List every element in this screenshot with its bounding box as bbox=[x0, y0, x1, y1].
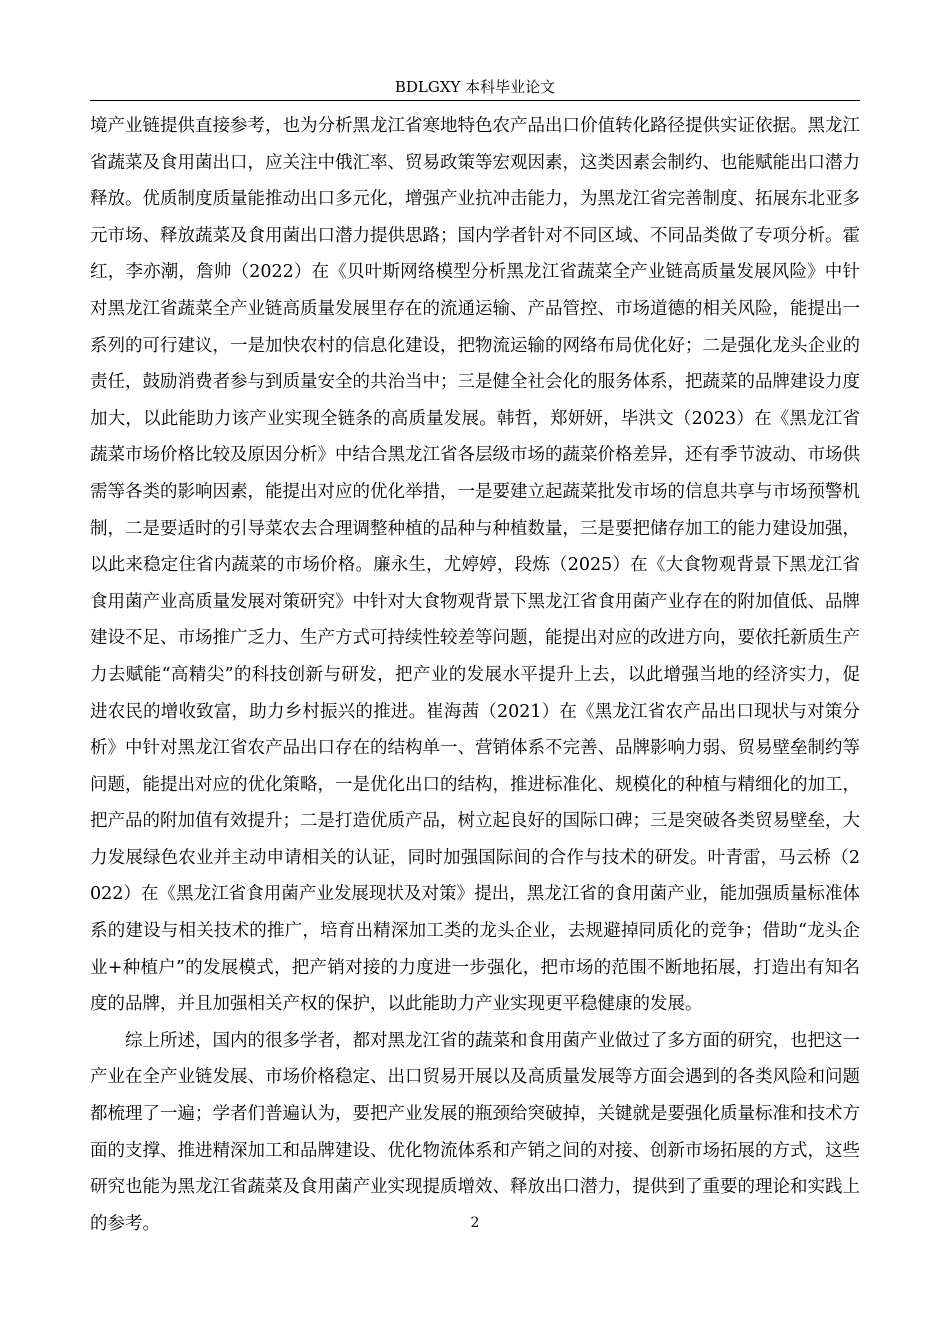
header-rule bbox=[90, 100, 860, 101]
paragraph-summary: 综上所述，国内的很多学者，都对黑龙江省的蔬菜和食用菌产业做过了多方面的研究，也把这一产业在全产业链发展、市场价格稳定、出口贸易开展以及高质量发展等方面会遇到的各类风险和问题都梳理了一遍；学者们普遍认为，要把产业发展的瓶颈给突破掉，关键就是要强化质量标准和技术方面的支撑、推进精深加工和品牌建设、优化物流体系和产销之间的对接、创新市场拓展的方式，这些研究也能为黑龙江省蔬菜及食用菌产业实现提质增效、释放出口潜力，提供到了重要的理论和实践上的参考。 bbox=[90, 1030, 860, 1234]
running-header: BDLGXY 本科毕业论文 bbox=[394, 78, 556, 96]
page-number: 2 bbox=[470, 1215, 480, 1231]
body-text bbox=[90, 108, 860, 1242]
paragraph-literature-review: 境产业链提供直接参考，也为分析黑龙江省寒地特色农产品出口价值转化路径提供实证依据。黑龙江省蔬菜及食用菌出口，应关注中俄汇率、贸易政策等宏观因素，这类因素会制约、也能赋能出口潜力释放。优质制度质量能推动出口多元化，增强产业抗冲击能力，为黑龙江省完善制度、拓展东北亚多元市场、释放蔬菜及食用菌出口潜力提供思路；国内学者针对不同区域、不同品类做了专项分析。霍红，李亦潮，詹帅（2022）在《贝叶斯网络模型分析黑龙江省蔬菜全产业链高质量发展风险》中针对黑龙江省蔬菜全产业链高质量发展里存在的流通运输、产品管控、市场道德的相关风险，能提出一系列的可行建议，一是加快农村的信息化建设，把物流运输的网络布局优化好；二是强化龙头企业的责任，鼓励消费者参与到质量安全的共治当中；三是健全社会化的服务体系，把蔬菜的品牌建设力度加大，以此能助力该产业实现全链条的高质量发展。韩哲，郑妍妍，毕洪文（2023）在《黑龙江省蔬菜市场价格比较及原因分析》中结合黑龙江省各层级市场的蔬菜价格差异，还有季节波动、市场供需等各类的影响因素，能提出对应的优化举措，一是要建立起蔬菜批发市场的信息共享与市场预警机制，二是要适时的引导菜农去合理调整种植的品种与种植数量，三是要把储存加工的能力建设加强，以此来稳定住省内蔬菜的市场价格。廉永生，尤婷婷，段炼（2025）在《大食物观背景下黑龙江省食用菌产业高质量发展对策研究》中针对大食物观背景下黑龙江省食用菌产业存在的附加值低、品牌建设不足、市场推广乏力、生产方式可持续性较差等问题，能提出对应的改进方向，要依托新质生产力去赋能“高精尖”的科技创新与研发，把产业的发展水平提升上去，以此增强当地的经济实力，促进农民的增收致富，助力乡村振兴的推进。崔海茜（2021）在《黑龙江省农产品出口现状与对策分析》中针对黑龙江省农产品出口存在的结构单一、营销体系不完善、品牌影响力弱、贸易壁垒制约等问题，能提出对应的优化策略，一是优化出口的结构，推进标准化、规模化的种植与精细化的加工，把产品的附加值有效提升；二是打造优质产品，树立起良好的国际口碑；三是突破各类贸易壁垒，大力发展绿色农业并主动申请相关的认证，同时加强国际间的合作与技术的研发。叶青雷，马云桥（2022）在《黑龙江省食用菌产业发展现状及对策》提出，黑龙江省的食用菌产业，能加强质量标准体系的建设与相关技术的推广，培育出精深加工类的龙头企业，去规避掉同质化的竞争；借助“龙头企业+种植户”的发展模式，把产销对接的力度进一步强化，把市场的范围不断地拓展，打造出有知名度的品牌，并且加强相关产权的保护，以此能助力产业实现更平稳健康的发展。 bbox=[90, 116, 860, 1015]
